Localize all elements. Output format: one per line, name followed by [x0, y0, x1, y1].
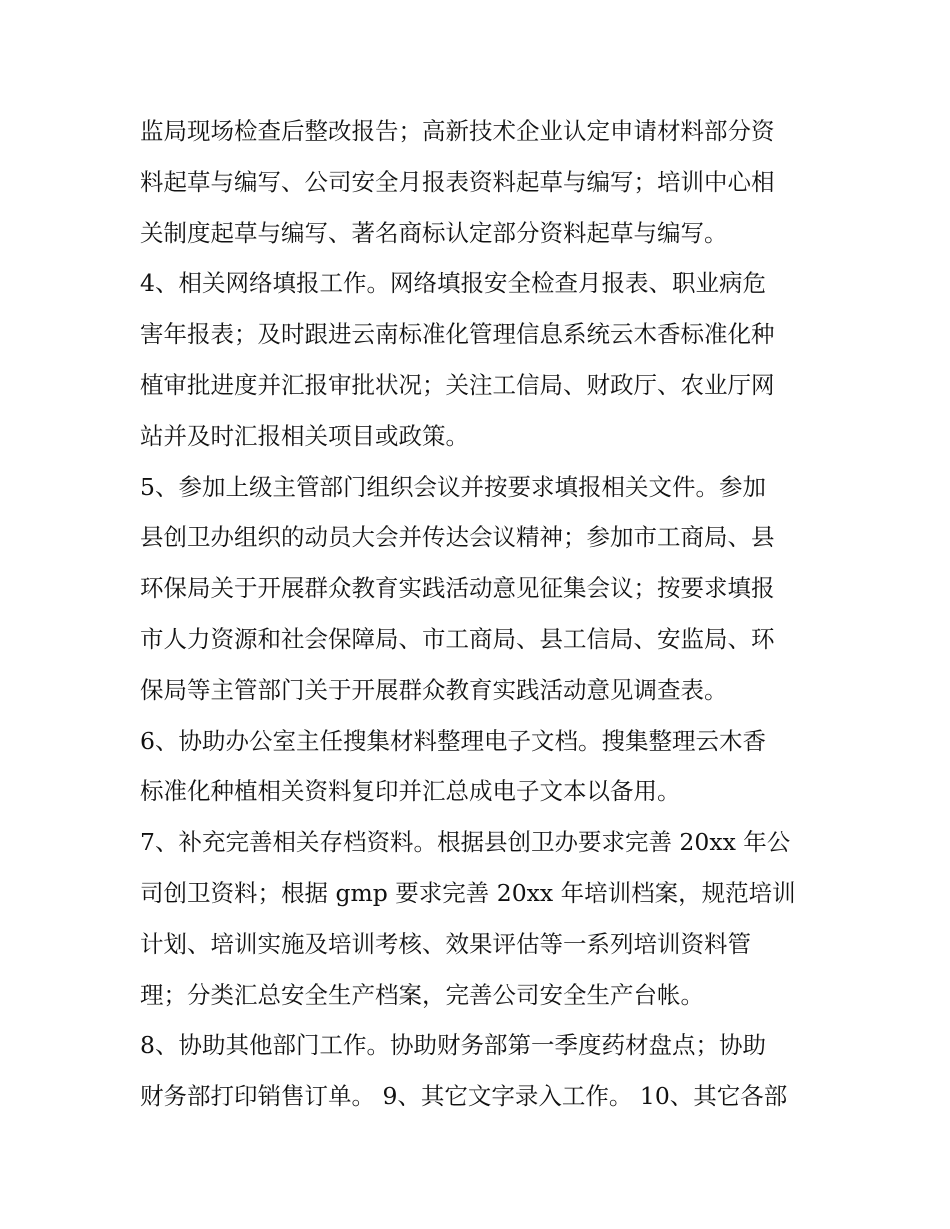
text-line: 害年报表；及时跟进云南标准化管理信息系统云木香标准化种	[140, 320, 775, 349]
text-line: 5、参加上级主管部门组织会议并按要求填报相关文件。参加	[140, 472, 766, 501]
text-line: 市人力资源和社会保障局、市工商局、县工信局、安监局、环	[140, 624, 775, 653]
text-line: 保局等主管部门关于开展群众教育实践活动意见调查表。	[140, 675, 728, 704]
text-line: 料起草与编写、公司安全月报表资料起草与编写；培训中心相	[140, 167, 775, 196]
text-line: 财务部打印销售订单。 9、其它文字录入工作。 10、其它各部	[140, 1082, 788, 1111]
text-line: 标准化种植相关资料复印并汇总成电子文本以备用。	[140, 777, 681, 806]
text-line: 7、补充完善相关存档资料。根据县创卫办要求完善 20xx 年公	[140, 828, 791, 857]
text-line: 关制度起草与编写、著名商标认定部分资料起草与编写。	[140, 218, 728, 247]
text-line: 司创卫资料；根据 gmp 要求完善 20xx 年培训档案，规范培训	[140, 878, 796, 907]
document-body	[140, 106, 812, 1122]
text-line: 4、相关网络填报工作。网络填报安全检查月报表、职业病危	[140, 269, 766, 298]
text-line: 站并及时汇报相关项目或政策。	[140, 421, 469, 450]
text-line: 植审批进度并汇报审批状况；关注工信局、财政厅、农业厅网	[140, 370, 775, 399]
text-line: 8、协助其他部门工作。协助财务部第一季度药材盘点；协助	[140, 1031, 766, 1060]
text-line: 6、协助办公室主任搜集材料整理电子文档。搜集整理云木香	[140, 726, 766, 755]
text-line: 监局现场检查后整改报告；高新技术企业认定申请材料部分资	[140, 117, 775, 145]
text-line: 理；分类汇总安全生产档案，完善公司安全生产台帐。	[140, 980, 704, 1009]
text-line: 环保局关于开展群众教育实践活动意见征集会议；按要求填报	[140, 574, 775, 603]
text-line: 县创卫办组织的动员大会并传达会议精神；参加市工商局、县	[140, 523, 775, 552]
text-line: 计划、培训实施及培训考核、效果评估等一系列培训资料管	[140, 929, 751, 958]
